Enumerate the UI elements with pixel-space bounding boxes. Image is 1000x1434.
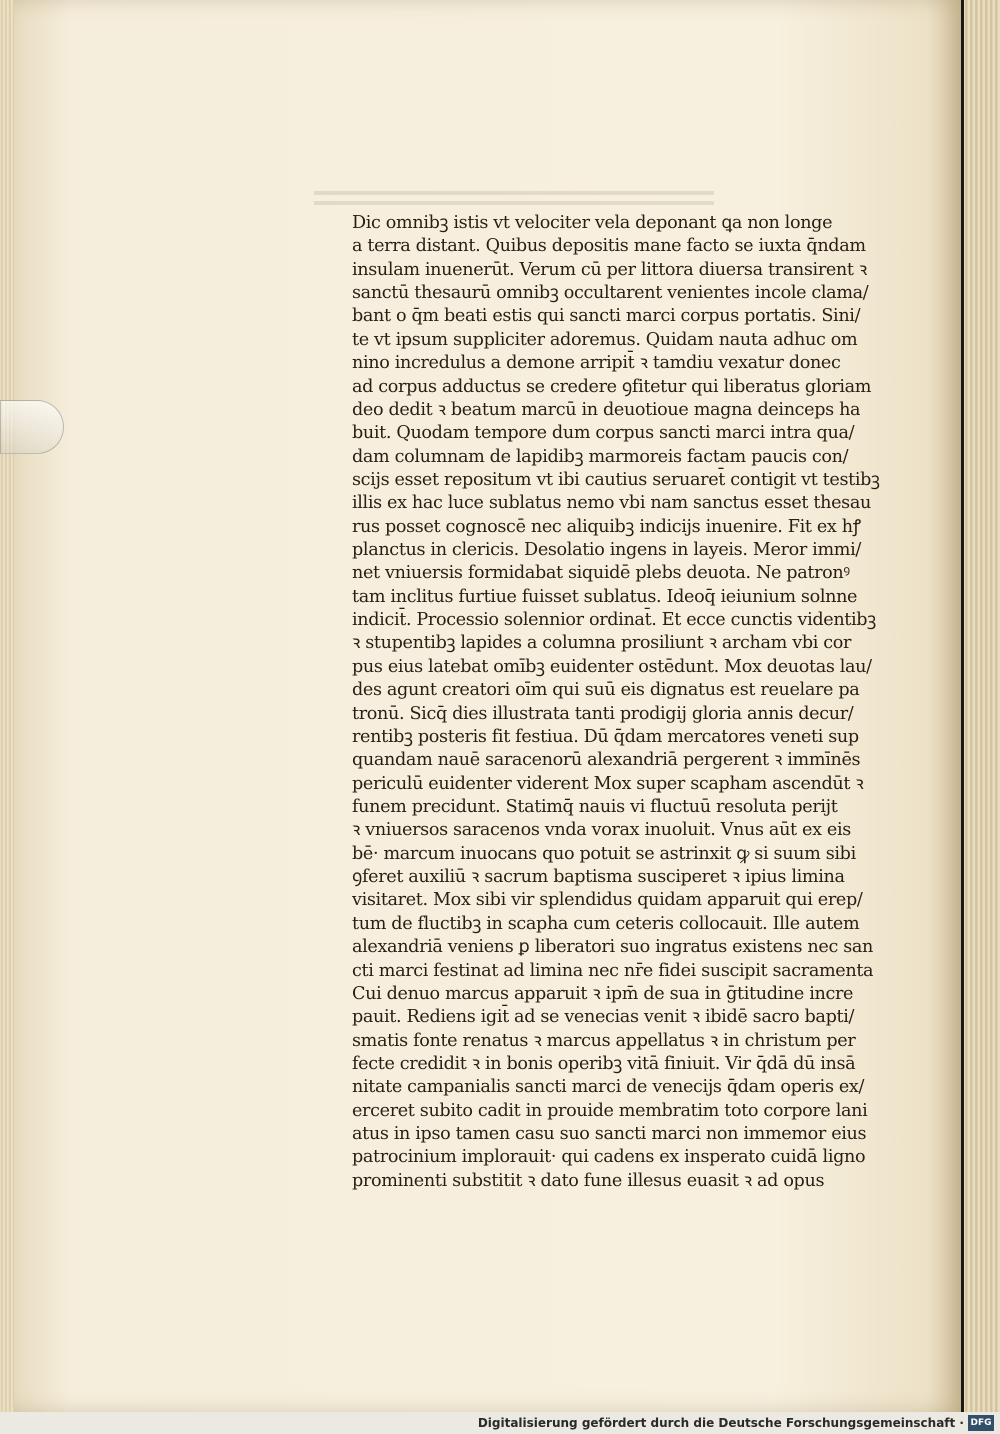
text-line: atus in ipso tamen casu suo sancti marci non immemor eius — [352, 1124, 867, 1145]
text-line: rus posset cognoscē nec aliquibꝫ indicijs inuenire. Fit ex hꝭ — [352, 516, 861, 537]
text-line: nino incredulus a demone arripit̄ ꝛ tamdiu vexatur donec — [352, 353, 841, 374]
text-line: visitaret. Mox sibi vir splendidus quidam apparuit qui erep/ — [352, 890, 863, 911]
dfg-logo: DFG — [968, 1415, 994, 1431]
text-line: insulam inuenerūt. Verum cū per littora diuersa transirent ꝛ — [352, 259, 867, 280]
text-line: quandam nauē saracenorū alexandriā pergerent ꝛ immīnēs — [352, 750, 861, 771]
text-line: net vniuersis formidabat siquidē plebs deuota. Ne patronꝰ — [352, 563, 850, 584]
text-line: deo dedit ꝛ beatum marcū in deuotioue magna deinceps ha — [352, 399, 861, 420]
text-line: patrocinium implorauit· qui cadens ex insperato cuidā ligno — [352, 1147, 866, 1168]
text-line: illis ex hac luce sublatus nemo vbi nam sanctus esset thesau — [352, 493, 871, 514]
text-line: tam inclitus furtiue fuisset sublatus. Ideoq̄ ieiunium solnne — [352, 586, 858, 607]
text-line: sanctū thesaurū omnibꝫ occultarent venientes incole clama/ — [352, 283, 869, 304]
text-line: fecte credidit ꝛ in bonis operibꝫ vitā finiuit. Vir q̄dā dū insā — [352, 1053, 856, 1074]
text-line: Dic omnibꝫ istis vt velociter vela deponant ꝗa non longe — [352, 213, 833, 233]
funding-credit: Digitalisierung gefördert durch die Deutsche Forschungsgemeinschaft · — [477, 1416, 964, 1430]
bleed-through — [314, 185, 714, 215]
text-line: ad corpus adductus se credere ꝯfitetur qui liberatus gloriam — [352, 376, 872, 397]
text-line: cti marci festinat ad limina nec nr̄e fidei suscipit sacramenta — [352, 960, 874, 981]
text-line: planctus in clericis. Desolatio ingens in layeis. Meror immi/ — [352, 540, 861, 561]
footer-bar — [0, 1412, 1000, 1434]
text-line: pus eius latebat omībꝫ euidenter ostēdunt. Mox deuotas lau/ — [352, 656, 872, 677]
text-line: pauit. Rediens igit̄ ad se venecias venit ꝛ ibidē sacro bapti/ — [352, 1007, 855, 1028]
text-line: a terra distant. Quibus depositis mane facto se iuxta q̄ndam — [352, 236, 866, 257]
text-line: bē· marcum inuocans quo potuit se astrinxit ꝙ si suum sibi — [352, 843, 856, 864]
text-line: indicit̄. Processio solennior ordinat̄. Et ecce cunctis videntibꝫ — [352, 610, 876, 631]
manuscript-page — [14, 0, 964, 1412]
text-line: ꝛ stupentibꝫ lapides a columna prosiliunt ꝛ archam vbi cor — [352, 633, 852, 654]
page-clip — [0, 400, 64, 454]
text-block — [352, 212, 892, 1193]
text-line: nitate campanialis sancti marci de venecijs q̄dam operis ex/ — [352, 1077, 865, 1098]
text-line: smatis fonte renatus ꝛ marcus appellatus ꝛ in christum per — [352, 1030, 856, 1051]
text-line: te vt ipsum suppliciter adoremus. Quidam nauta adhuc om — [352, 329, 858, 350]
text-line: ꝯferet auxiliū ꝛ sacrum baptisma susciperet ꝛ ipius limina — [352, 867, 845, 888]
text-line: ꝛ vniuersos saracenos vnda vorax inuoluit. Vnus aūt ex eis — [352, 820, 851, 841]
text-line: prominenti substitit ꝛ dato fune illesus euasit ꝛ ad opus — [352, 1170, 825, 1191]
text-line: scijs esset repositum vt ibi cautius seruaret̄ contigit vt testibꝫ — [352, 469, 880, 490]
text-line: erceret subito cadit in prouide membratim toto corpore lani — [352, 1100, 868, 1121]
text-line: tum de fluctibꝫ in scapha cum ceteris collocauit. Ille autem — [352, 913, 860, 934]
text-line: periculū euidenter viderent Mox super scapham ascendūt ꝛ — [352, 773, 864, 794]
text-line: buit. Quodam tempore dum corpus sancti marci intra qua/ — [352, 423, 855, 444]
text-line: bant o q̄m beati estis qui sancti marci corpus portatis. Sini/ — [352, 306, 861, 327]
text-line: alexandriā veniens ꝑ liberatori suo ingratus existens nec san — [352, 937, 874, 958]
text-line: Cui denuo marcus apparuit ꝛ ipm̄ de sua in ḡtitudine incre — [352, 983, 854, 1004]
text-line: des agunt creatori oīm qui suū eis dignatus est reuelare pa — [352, 680, 860, 701]
page-stack-right — [961, 0, 1000, 1412]
text-line: tronū. Sicq̄ dies illustrata tanti prodigij gloria annis decur/ — [352, 703, 854, 724]
text-line: rentibꝫ posteris fit festiua. Dū q̄dam mercatores veneti sup — [352, 726, 859, 747]
text-line: dam columnam de lapidibꝫ marmoreis factam paucis con/ — [352, 446, 849, 467]
text-line: funem precidunt. Statimq̄ nauis vi fluctuū resoluta perijt — [352, 796, 838, 817]
